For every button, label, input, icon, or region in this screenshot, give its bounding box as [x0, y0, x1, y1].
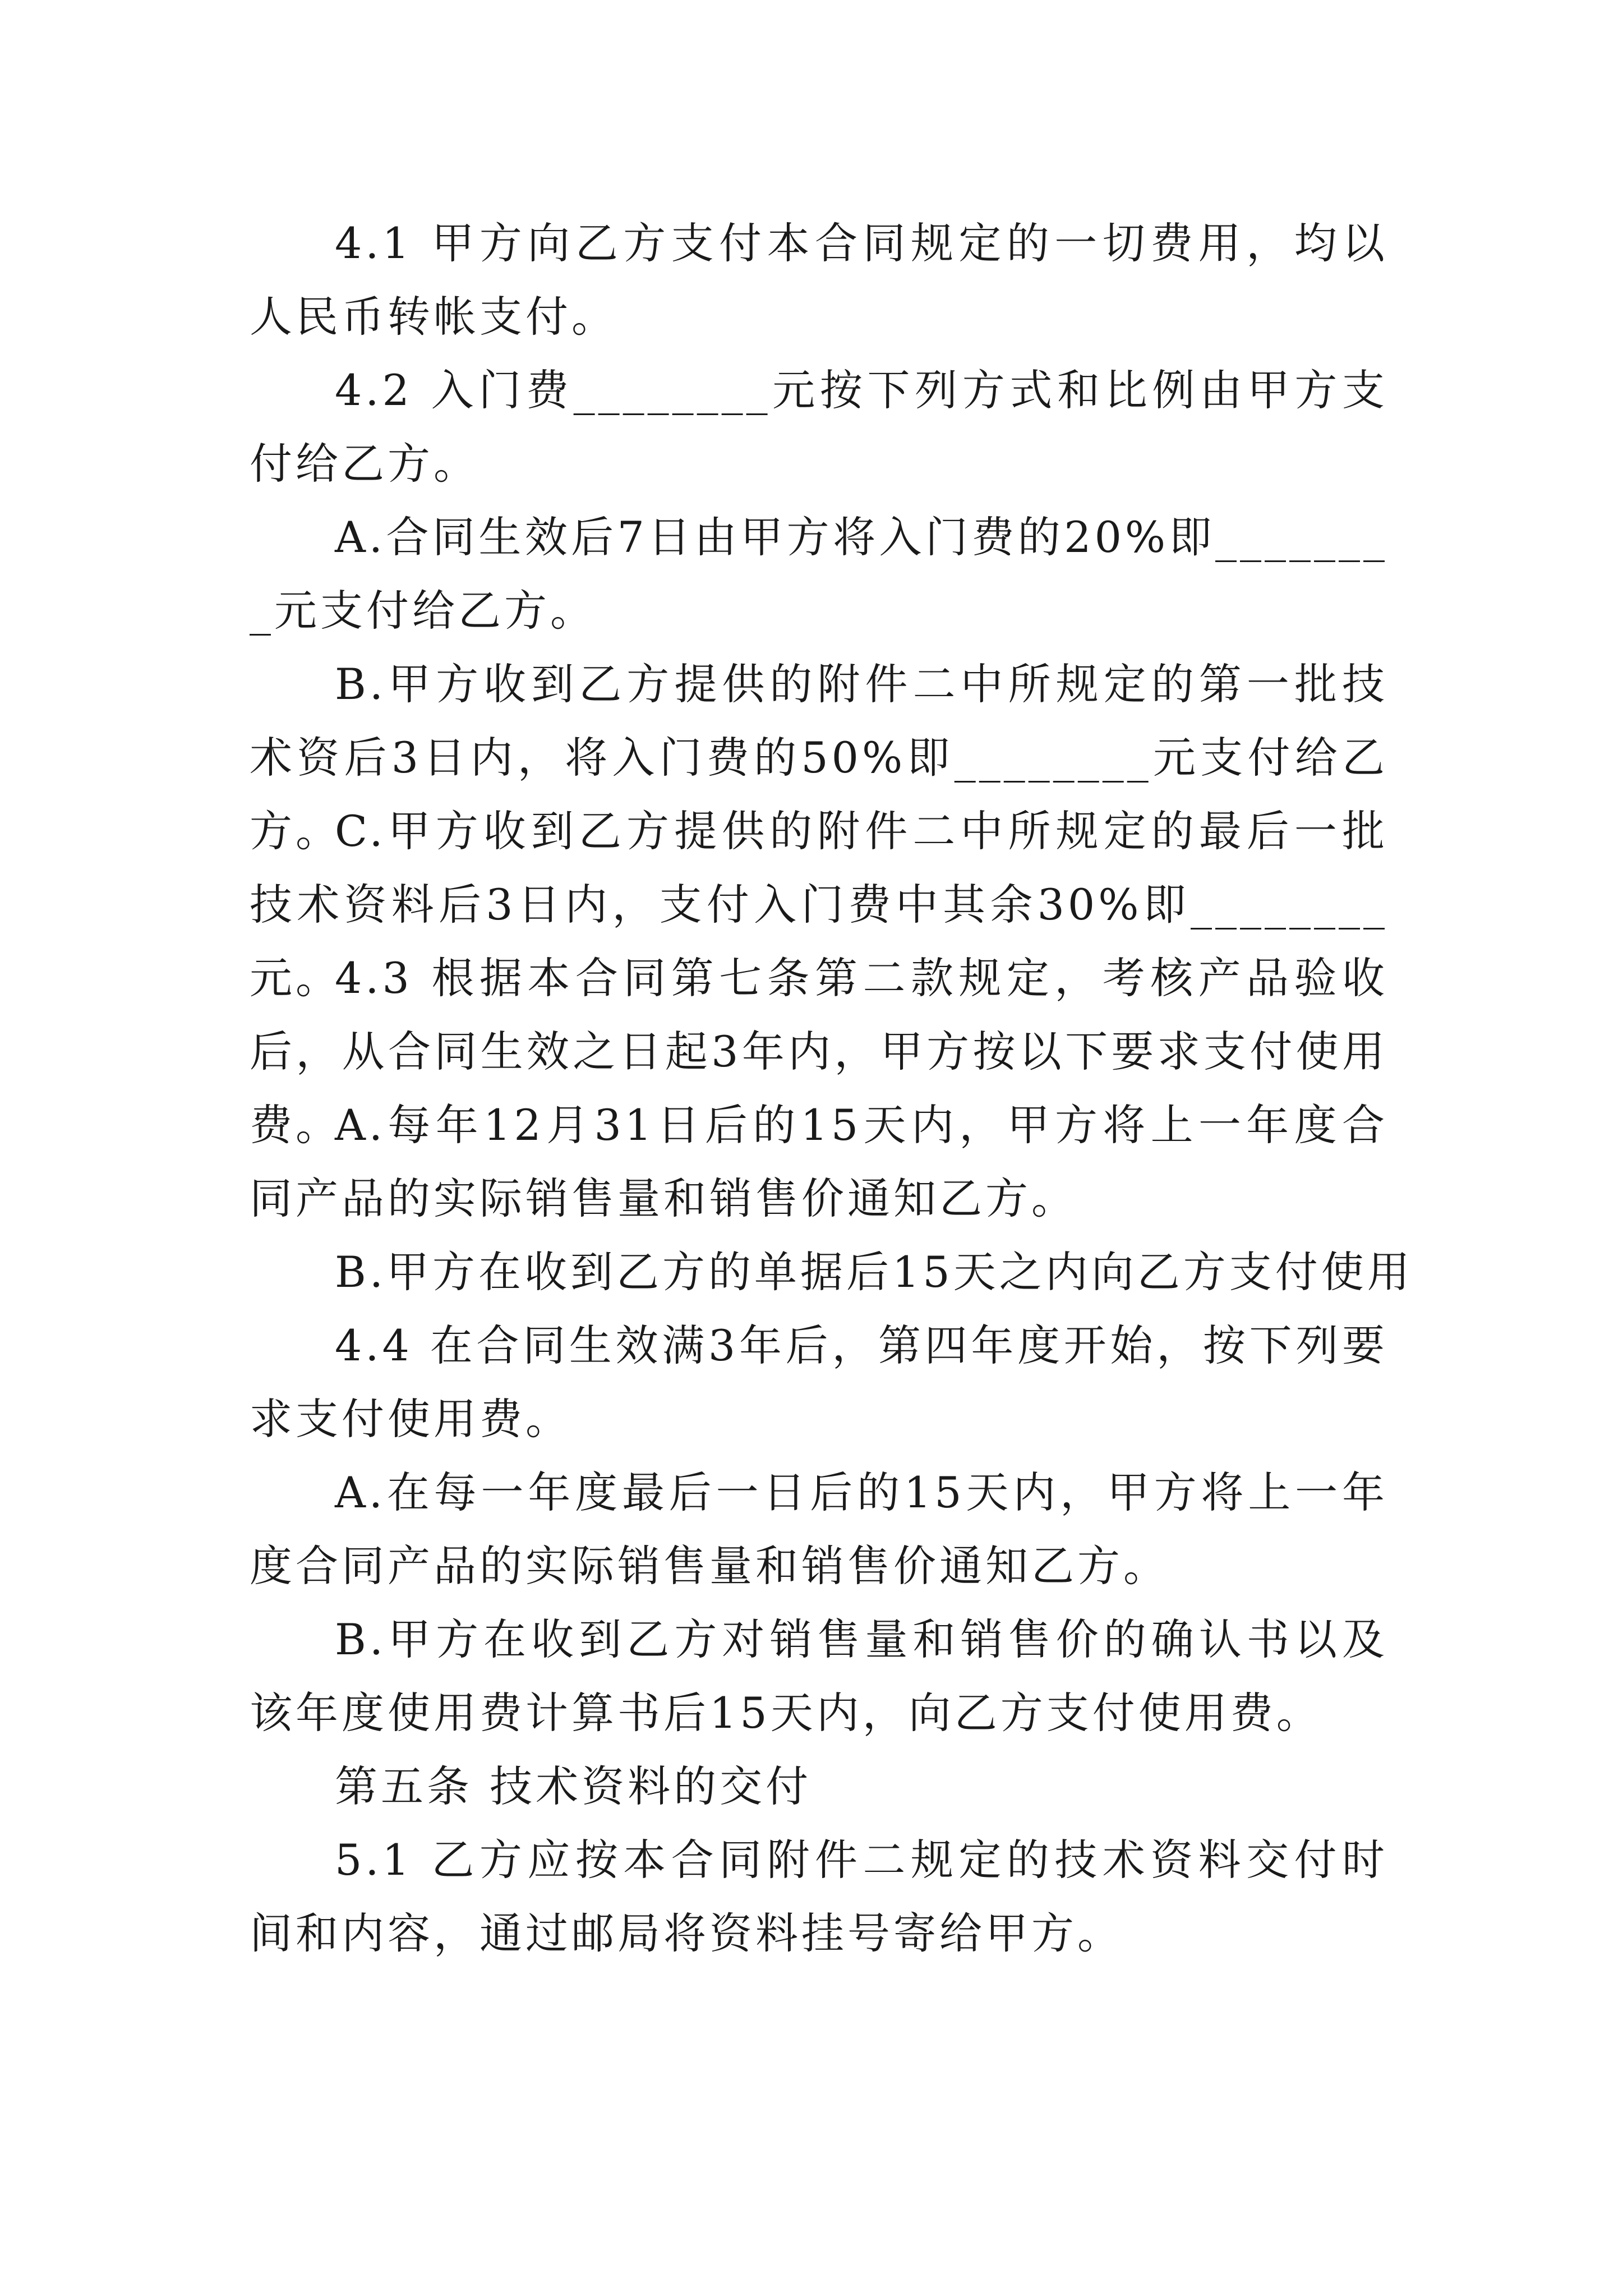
clause-4-4: 4.4 在合同生效满3年后，第四年度开始，按下列要求支付使用费。 — [250, 1320, 1388, 1444]
clause-4-2-b: B.甲方收到乙方提供的附件二中所规定的第一批技术资后3日内，将入门费的50%即________元支付给乙方。 — [250, 659, 1388, 856]
clause-4-3-a: A.每年12月31日后的15天内，甲方将上一年度合同产品的实际销售量和销售价通知乙方。 — [250, 1100, 1388, 1223]
clause-4-1: 4.1 甲方向乙方支付本合同规定的一切费用，均以人民币转帐支付。 — [250, 218, 1388, 342]
clause-4-2: 4.2 入门费________元按下列方式和比例由甲方支付给乙方。 — [250, 365, 1388, 489]
article-5-heading: 第五条 技术资料的交付 — [335, 1761, 812, 1811]
clause-4-4-b: B.甲方在收到乙方对销售量和销售价的确认书以及该年度使用费计算书后15天内，向乙方支付使用费。 — [250, 1614, 1388, 1738]
clause-4-2-a: A.合同生效后7日由甲方将入门费的20%即________元支付给乙方。 — [250, 512, 1388, 636]
clause-4-3-b: B.甲方在收到乙方的单据后15天之内向乙方支付使用 — [335, 1247, 1413, 1297]
clause-4-4-a: A.在每一年度最后一日后的15天内，甲方将上一年度合同产品的实际销售量和销售价通知乙方。 — [250, 1467, 1388, 1591]
clause-4-2-c: C.甲方收到乙方提供的附件二中所规定的最后一批技术资料后3日内，支付入门费中其余30%即________元。 — [250, 806, 1388, 1003]
clause-5-1: 5.1 乙方应按本合同附件二规定的技术资料交付时间和内容，通过邮局将资料挂号寄给甲方。 — [250, 1835, 1388, 1958]
clause-4-3: 4.3 根据本合同第七条第二款规定，考核产品验收后，从合同生效之日起3年内，甲方按以下要求支付使用费。 — [250, 953, 1388, 1150]
